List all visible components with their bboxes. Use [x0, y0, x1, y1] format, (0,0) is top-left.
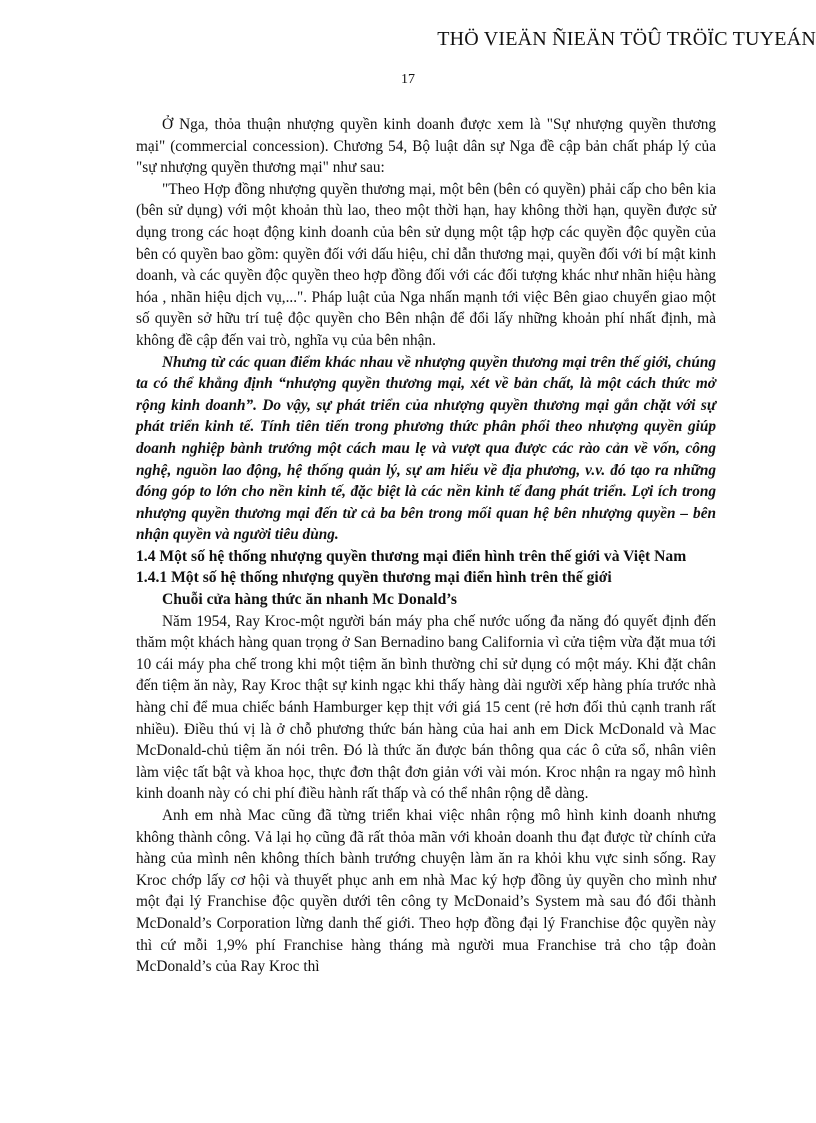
- page-number: 17: [401, 72, 415, 87]
- document-body: [136, 114, 716, 978]
- paragraph-conclusion: Nhưng từ các quan điểm khác nhau về nhượng quyền thương mại trên thế giới, chúng ta có thể khẳng định “nhượng quyền thương mại, xét về bản chất, là một cách thức mở rộng kinh doanh”. Do vậy, sự phát triển của nhượng quyền thương mại gắn chặt với sự phát triển kinh tế. Tính tiên tiến trong phương thức phân phối theo nhượng quyền giúp doanh nghiệp bành trướng một cách mau lẹ và vượt qua được các rào cản về vốn, công nghệ, nguồn lao động, hệ thống quản lý, sự am hiểu về địa phương, v.v. đó tạo ra những đóng góp to lớn cho nền kinh tế, đặc biệt là các nền kinh tế đang phát triển. Lợi ích trong nhượng quyền thương mại đến từ cả ba bên trong mối quan hệ bên nhượng quyền – bên nhận quyền và người tiêu dùng.: [136, 353, 716, 544]
- paragraph-ray-kroc-1954: Năm 1954, Ray Kroc-một người bán máy pha chế nước uống đa năng đó quyết định đến thăm một khách hàng quan trọng ở San Bernadino bang California vì cửa tiệm vừa đặt mua tới 10 cái máy pha chế trong khi một tiệm ăn bình thường chỉ sử dụng có một máy. Khi đặt chân đến tiệm ăn này, Ray Kroc thật sự kinh ngạc khi thấy hàng dài người xếp hàng phía trước nhà hàng chỉ để mua chiếc bánh Hamburger kẹp thịt với giá 15 cent (rẻ hơn đối thủ cạnh tranh rất nhiều). Điều thú vị là ở chỗ phương thức bán hàng của hai anh em Dick McDonald và Mac McDonald-chủ tiệm ăn nói trên. Đó là thức ăn được bán thông qua các ô cửa sổ, nhân viên làm việc tất bật và khoa học, thực đơn thật đơn giản với vài món. Kroc nhận ra ngay mô hình kinh doanh này có chi phí điều hành rất thấp và có thể nhân rộng dễ dàng.: [136, 612, 716, 803]
- paragraph-mac-brothers: Anh em nhà Mac cũng đã từng triển khai việc nhân rộng mô hình kinh doanh nhưng không thành công. Vả lại họ cũng đã rất thỏa mãn với khoản doanh thu đạt được từ chính cửa hàng của mình nên không thích bành trướng chuyện làm ăn ra khỏi khu vực sinh sống. Ray Kroc chớp lấy cơ hội và thuyết phục anh em nhà Mac ký hợp đồng ủy quyền cho mình như một đại lý Franchise độc quyền dưới tên công ty McDonaid’s System mà sau đó đổi thành McDonald’s Corporation lừng danh thế giới. Theo hợp đồng đại lý Franchise độc quyền này thì cứ mỗi 1,9% phí Franchise hàng tháng mà người mua Franchise trả cho tập đoàn McDonald’s của Ray Kroc thì: [136, 807, 716, 976]
- section-heading-1-4-1: 1.4.1 Một số hệ thống nhượng quyền thương mại điển hình trên thế giới: [136, 569, 612, 587]
- section-heading-1-4: 1.4 Một số hệ thống nhượng quyền thương mại điển hình trên thế giới và Việt Nam: [136, 547, 687, 565]
- subheading-mcdonalds: Chuỗi cửa hàng thức ăn nhanh Mc Donald’s: [162, 591, 457, 609]
- paragraph-russia-concession: Ở Nga, thỏa thuận nhượng quyền kinh doanh được xem là "Sự nhượng quyền thương mại" (commercial concession). Chương 54, Bộ luật dân sự Nga đề cập bản chất pháp lý của "sự nhượng quyền thương mại" như sau:: [136, 116, 716, 177]
- running-header: THÖ VIEÄN ÑIEÄN TÖÛ TRÖÏC TUYEÁN: [437, 28, 816, 50]
- paragraph-russia-quote: "Theo Hợp đồng nhượng quyền thương mại, một bên (bên có quyền) phải cấp cho bên kia (bên sử dụng) với một khoản thù lao, theo một thời hạn, hay không thời hạn, quyền được sử dụng trong các hoạt động kinh doanh của bên sử dụng một tập hợp các quyền độc quyền của bên có quyền bao gồm: quyền đối với dấu hiệu, chỉ dẫn thương mại, quyền đối với bí mật kinh doanh, và các quyền độc quyền theo hợp đồng đối với các đối tượng khác như nhãn hiệu hàng hóa , nhãn hiệu dịch vụ,...". Pháp luật của Nga nhấn mạnh tới việc Bên giao chuyển giao một số quyền sở hữu trí tuệ độc quyền cho Bên nhận để đổi lấy những khoản phí nhất định, mà không đề cập đến vai trò, nghĩa vụ của bên nhận.: [136, 180, 716, 349]
